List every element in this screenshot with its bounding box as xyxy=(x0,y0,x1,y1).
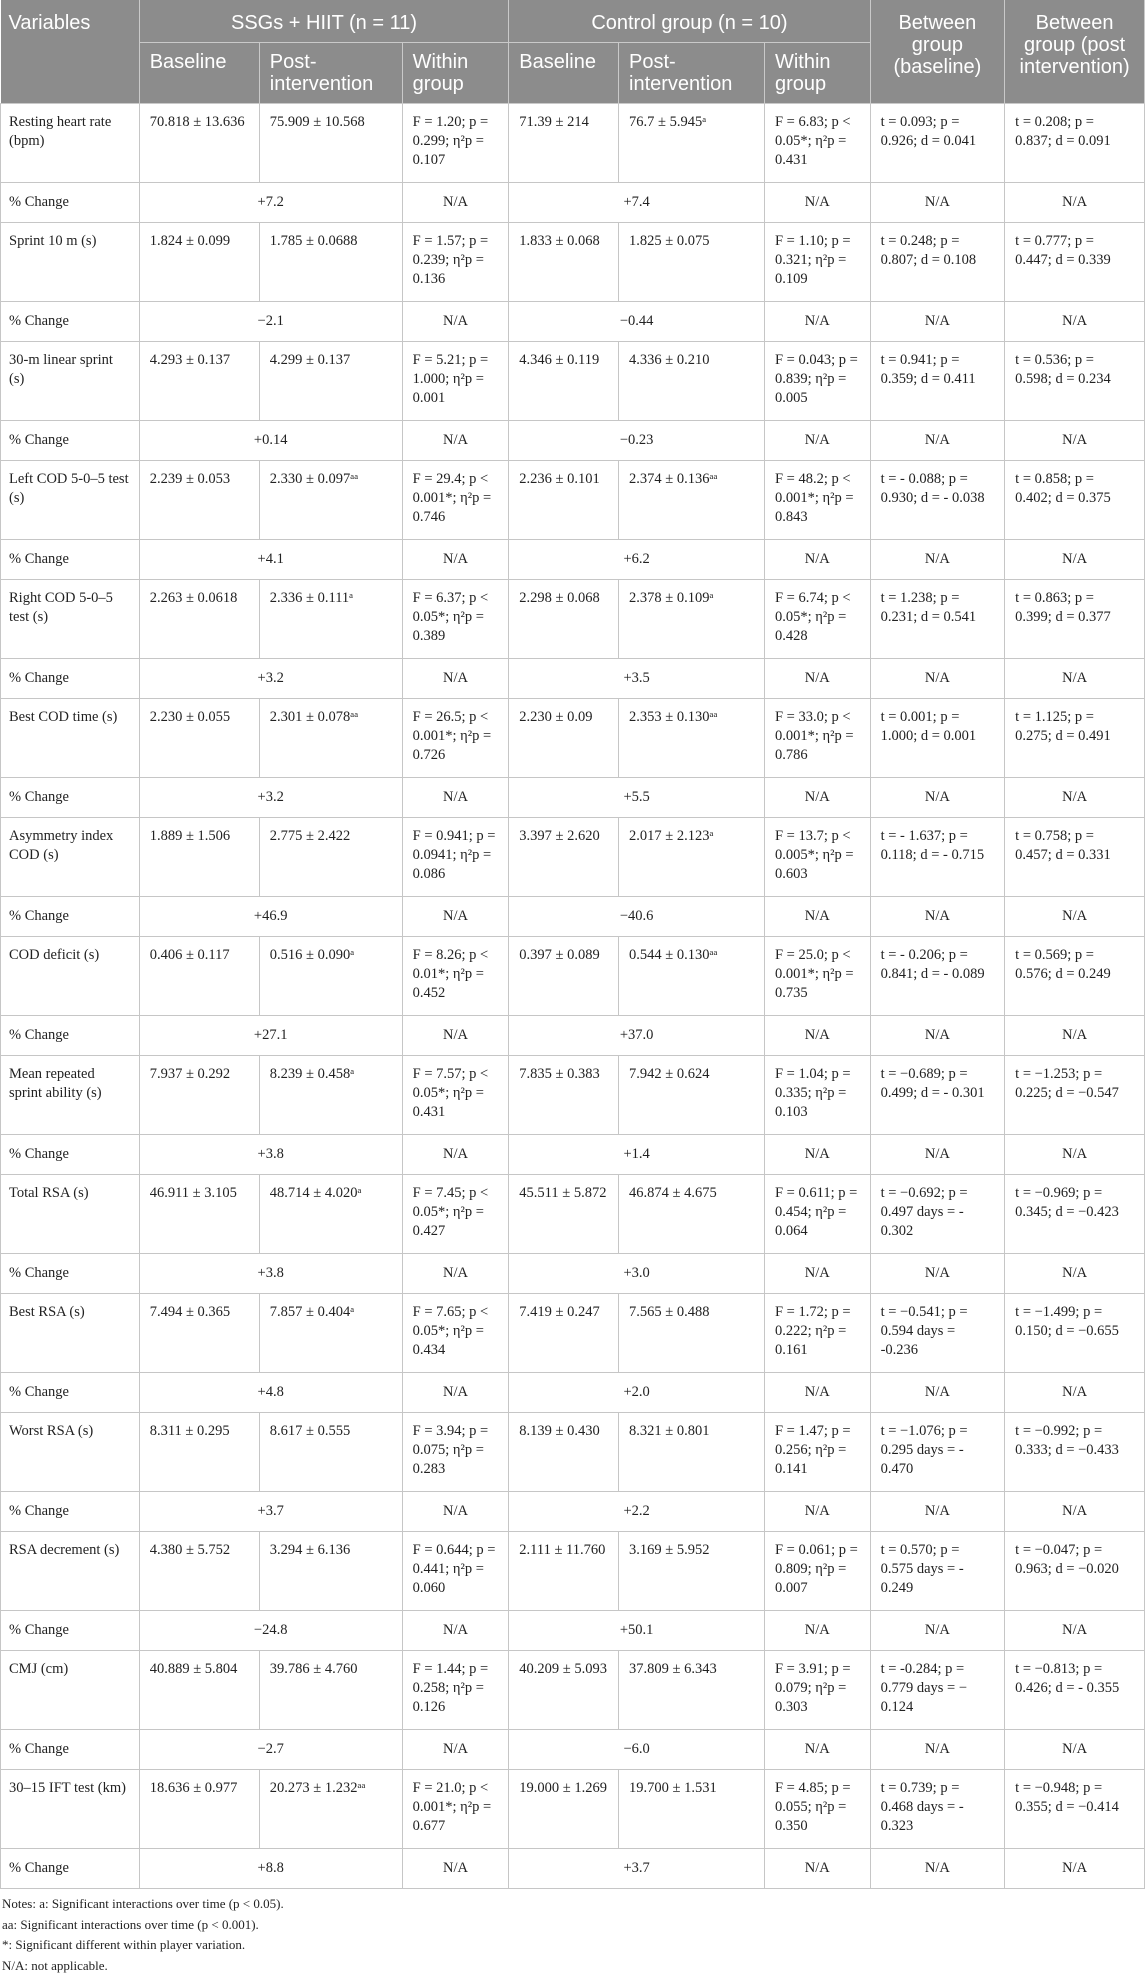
cell-change-between-baseline: N/A xyxy=(870,1254,1005,1294)
cell-g2-baseline: 40.209 ± 5.093 xyxy=(509,1651,619,1730)
cell-g2-change: +6.2 xyxy=(509,540,765,580)
cell-g2-post: 2.374 ± 0.136ᵃᵃ xyxy=(619,461,765,540)
cell-g2-post: 7.942 ± 0.624 xyxy=(619,1056,765,1135)
cell-change-label: % Change xyxy=(1,540,140,580)
cell-g1-baseline: 46.911 ± 3.105 xyxy=(139,1175,259,1254)
cell-g1-change-within: N/A xyxy=(402,659,509,699)
header-g2-post: Post-intervention xyxy=(619,43,765,104)
cell-change-label: % Change xyxy=(1,778,140,818)
cell-g2-change-within: N/A xyxy=(764,302,870,342)
cell-g1-change: +8.8 xyxy=(139,1849,402,1889)
cell-change-between-baseline: N/A xyxy=(870,1135,1005,1175)
cell-g1-within: F = 3.94; p = 0.075; η²p = 0.283 xyxy=(402,1413,509,1492)
table-row xyxy=(1,1651,1145,1730)
cell-g1-within: F = 1.44; p = 0.258; η²p = 0.126 xyxy=(402,1651,509,1730)
cell-g2-change: −0.23 xyxy=(509,421,765,461)
cell-g2-within: F = 6.83; p < 0.05*; η²p = 0.431 xyxy=(764,104,870,183)
header-g1-post: Post-intervention xyxy=(259,43,402,104)
cell-change-between-baseline: N/A xyxy=(870,1373,1005,1413)
cell-g2-within: F = 1.04; p = 0.335; η²p = 0.103 xyxy=(764,1056,870,1135)
cell-g1-change-within: N/A xyxy=(402,778,509,818)
note-aa: aa: Significant interactions over time (p < 0.001). xyxy=(2,1916,259,1932)
cell-between-post: t = 0.569; p = 0.576; d = 0.249 xyxy=(1005,937,1145,1016)
cell-g1-post: 75.909 ± 10.568 xyxy=(259,104,402,183)
cell-between-baseline: t = -0.284; p = 0.779 days = − 0.124 xyxy=(870,1651,1005,1730)
cell-g1-change-within: N/A xyxy=(402,1373,509,1413)
cell-variable: Total RSA (s) xyxy=(1,1175,140,1254)
cell-between-post: t = 1.125; p = 0.275; d = 0.491 xyxy=(1005,699,1145,778)
header-g2-within: Within group xyxy=(764,43,870,104)
cell-between-post: t = −1.499; p = 0.150; d = −0.655 xyxy=(1005,1294,1145,1373)
cell-g2-change-within: N/A xyxy=(764,1730,870,1770)
cell-g1-change: +3.2 xyxy=(139,659,402,699)
cell-g2-change-within: N/A xyxy=(764,1016,870,1056)
cell-g2-within: F = 0.061; p = 0.809; η²p = 0.007 xyxy=(764,1532,870,1611)
cell-g1-baseline: 2.239 ± 0.053 xyxy=(139,461,259,540)
cell-g2-post: 2.378 ± 0.109ᵃ xyxy=(619,580,765,659)
cell-change-between-post: N/A xyxy=(1005,421,1145,461)
cell-g1-change: +27.1 xyxy=(139,1016,402,1056)
cell-g1-post: 0.516 ± 0.090ᵃ xyxy=(259,937,402,1016)
cell-g1-baseline: 0.406 ± 0.117 xyxy=(139,937,259,1016)
cell-g1-within: F = 7.65; p < 0.05*; η²p = 0.434 xyxy=(402,1294,509,1373)
cell-g1-change-within: N/A xyxy=(402,1254,509,1294)
cell-variable: 30-m linear sprint (s) xyxy=(1,342,140,421)
table-notes xyxy=(0,1889,1145,1976)
table-row xyxy=(1,461,1145,540)
table-row xyxy=(1,580,1145,659)
cell-g1-post: 7.857 ± 0.404ᵃ xyxy=(259,1294,402,1373)
cell-g1-post: 8.617 ± 0.555 xyxy=(259,1413,402,1492)
cell-change-between-post: N/A xyxy=(1005,1016,1145,1056)
cell-g1-post: 2.301 ± 0.078ᵃᵃ xyxy=(259,699,402,778)
cell-g2-change: +50.1 xyxy=(509,1611,765,1651)
cell-g2-change-within: N/A xyxy=(764,1373,870,1413)
cell-g1-within: F = 0.644; p = 0.441; η²p = 0.060 xyxy=(402,1532,509,1611)
cell-g2-change-within: N/A xyxy=(764,1492,870,1532)
cell-g2-post: 7.565 ± 0.488 xyxy=(619,1294,765,1373)
cell-g1-post: 4.299 ± 0.137 xyxy=(259,342,402,421)
cell-change-between-baseline: N/A xyxy=(870,1492,1005,1532)
cell-g1-change-within: N/A xyxy=(402,1492,509,1532)
header-g1-within: Within group xyxy=(402,43,509,104)
cell-g1-post: 3.294 ± 6.136 xyxy=(259,1532,402,1611)
note-na: N/A: not applicable. xyxy=(2,1957,108,1973)
note-asterisk: *: Significant different within player variation. xyxy=(2,1937,246,1952)
cell-g2-baseline: 1.833 ± 0.068 xyxy=(509,223,619,302)
cell-g1-within: F = 6.37; p < 0.05*; η²p = 0.389 xyxy=(402,580,509,659)
cell-change-between-baseline: N/A xyxy=(870,897,1005,937)
cell-g2-baseline: 2.236 ± 0.101 xyxy=(509,461,619,540)
table-row xyxy=(1,699,1145,778)
table-row-change xyxy=(1,540,1145,580)
cell-between-post: t = 0.536; p = 0.598; d = 0.234 xyxy=(1005,342,1145,421)
table-row-change xyxy=(1,1373,1145,1413)
cell-g1-change: −2.1 xyxy=(139,302,402,342)
cell-variable: Mean repeated sprint ability (s) xyxy=(1,1056,140,1135)
cell-variable: Right COD 5-0–5 test (s) xyxy=(1,580,140,659)
cell-change-between-post: N/A xyxy=(1005,1373,1145,1413)
cell-g1-within: F = 7.57; p < 0.05*; η²p = 0.431 xyxy=(402,1056,509,1135)
cell-g2-change-within: N/A xyxy=(764,897,870,937)
cell-g2-baseline: 4.346 ± 0.119 xyxy=(509,342,619,421)
cell-change-label: % Change xyxy=(1,1492,140,1532)
cell-between-baseline: t = 0.739; p = 0.468 days = - 0.323 xyxy=(870,1770,1005,1849)
cell-between-post: t = −1.253; p = 0.225; d = −0.547 xyxy=(1005,1056,1145,1135)
cell-g2-baseline: 7.419 ± 0.247 xyxy=(509,1294,619,1373)
cell-g2-change: +2.0 xyxy=(509,1373,765,1413)
cell-change-label: % Change xyxy=(1,1373,140,1413)
cell-g1-change-within: N/A xyxy=(402,1135,509,1175)
cell-g2-change-within: N/A xyxy=(764,659,870,699)
table-row-change xyxy=(1,1611,1145,1651)
cell-g1-within: F = 26.5; p < 0.001*; η²p = 0.726 xyxy=(402,699,509,778)
cell-g2-post: 76.7 ± 5.945ᵃ xyxy=(619,104,765,183)
table-row xyxy=(1,1294,1145,1373)
cell-g2-change-within: N/A xyxy=(764,1135,870,1175)
cell-between-post: t = −0.047; p = 0.963; d = −0.020 xyxy=(1005,1532,1145,1611)
cell-g2-change-within: N/A xyxy=(764,1254,870,1294)
cell-variable: Asymmetry index COD (s) xyxy=(1,818,140,897)
cell-change-between-baseline: N/A xyxy=(870,302,1005,342)
cell-g2-within: F = 0.611; p = 0.454; η²p = 0.064 xyxy=(764,1175,870,1254)
cell-g1-within: F = 29.4; p < 0.001*; η²p = 0.746 xyxy=(402,461,509,540)
table-row xyxy=(1,818,1145,897)
cell-change-between-post: N/A xyxy=(1005,1730,1145,1770)
cell-change-between-post: N/A xyxy=(1005,1849,1145,1889)
cell-change-label: % Change xyxy=(1,1254,140,1294)
table-row xyxy=(1,1413,1145,1492)
cell-g2-within: F = 33.0; p < 0.001*; η²p = 0.786 xyxy=(764,699,870,778)
cell-g1-post: 8.239 ± 0.458ᵃ xyxy=(259,1056,402,1135)
table-body xyxy=(1,104,1145,1889)
table-row-change xyxy=(1,1254,1145,1294)
header-group-ssgs-hiit: SSGs + HIIT (n = 11) xyxy=(139,0,509,43)
cell-change-label: % Change xyxy=(1,1849,140,1889)
cell-g1-within: F = 7.45; p < 0.05*; η²p = 0.427 xyxy=(402,1175,509,1254)
table-row-change xyxy=(1,421,1145,461)
cell-g2-within: F = 1.47; p = 0.256; η²p = 0.141 xyxy=(764,1413,870,1492)
cell-g2-change-within: N/A xyxy=(764,1849,870,1889)
cell-g2-baseline: 2.230 ± 0.09 xyxy=(509,699,619,778)
cell-change-between-post: N/A xyxy=(1005,778,1145,818)
cell-change-label: % Change xyxy=(1,183,140,223)
cell-between-post: t = 0.858; p = 0.402; d = 0.375 xyxy=(1005,461,1145,540)
table-row xyxy=(1,1056,1145,1135)
cell-g1-within: F = 21.0; p < 0.001*; η²p = 0.677 xyxy=(402,1770,509,1849)
cell-variable: Sprint 10 m (s) xyxy=(1,223,140,302)
cell-change-between-post: N/A xyxy=(1005,897,1145,937)
cell-g2-post: 1.825 ± 0.075 xyxy=(619,223,765,302)
cell-g2-within: F = 48.2; p < 0.001*; η²p = 0.843 xyxy=(764,461,870,540)
table-row-change xyxy=(1,183,1145,223)
cell-between-post: t = 0.758; p = 0.457; d = 0.331 xyxy=(1005,818,1145,897)
cell-g2-baseline: 2.298 ± 0.068 xyxy=(509,580,619,659)
cell-change-label: % Change xyxy=(1,302,140,342)
cell-between-baseline: t = - 1.637; p = 0.118; d = - 0.715 xyxy=(870,818,1005,897)
cell-g2-change-within: N/A xyxy=(764,1611,870,1651)
cell-g2-baseline: 3.397 ± 2.620 xyxy=(509,818,619,897)
cell-variable: COD deficit (s) xyxy=(1,937,140,1016)
cell-g2-change: +1.4 xyxy=(509,1135,765,1175)
cell-g2-within: F = 6.74; p < 0.05*; η²p = 0.428 xyxy=(764,580,870,659)
cell-g2-baseline: 0.397 ± 0.089 xyxy=(509,937,619,1016)
cell-change-between-baseline: N/A xyxy=(870,1016,1005,1056)
cell-g2-change: +7.4 xyxy=(509,183,765,223)
cell-g1-post: 20.273 ± 1.232ᵃᵃ xyxy=(259,1770,402,1849)
cell-change-label: % Change xyxy=(1,897,140,937)
header-group-control: Control group (n = 10) xyxy=(509,0,870,43)
table-row xyxy=(1,223,1145,302)
cell-g1-baseline: 1.889 ± 1.506 xyxy=(139,818,259,897)
cell-g1-baseline: 4.293 ± 0.137 xyxy=(139,342,259,421)
header-g2-baseline: Baseline xyxy=(509,43,619,104)
table-row xyxy=(1,1532,1145,1611)
note-a: Notes: a: Significant interactions over time (p < 0.05). xyxy=(2,1896,284,1911)
cell-g1-change: −24.8 xyxy=(139,1611,402,1651)
cell-between-baseline: t = 0.248; p = 0.807; d = 0.108 xyxy=(870,223,1005,302)
cell-g1-post: 2.330 ± 0.097ᵃᵃ xyxy=(259,461,402,540)
cell-g1-change: +4.8 xyxy=(139,1373,402,1413)
table-row-change xyxy=(1,897,1145,937)
cell-between-baseline: t = - 0.206; p = 0.841; d = - 0.089 xyxy=(870,937,1005,1016)
cell-g1-baseline: 40.889 ± 5.804 xyxy=(139,1651,259,1730)
cell-g2-post: 8.321 ± 0.801 xyxy=(619,1413,765,1492)
cell-between-post: t = −0.969; p = 0.345; d = −0.423 xyxy=(1005,1175,1145,1254)
table-row-change xyxy=(1,1016,1145,1056)
cell-g1-change-within: N/A xyxy=(402,421,509,461)
cell-change-between-baseline: N/A xyxy=(870,183,1005,223)
cell-g1-baseline: 7.937 ± 0.292 xyxy=(139,1056,259,1135)
cell-g1-change-within: N/A xyxy=(402,1016,509,1056)
cell-g2-change-within: N/A xyxy=(764,183,870,223)
cell-change-between-baseline: N/A xyxy=(870,1730,1005,1770)
cell-g2-change: −40.6 xyxy=(509,897,765,937)
table-row xyxy=(1,937,1145,1016)
cell-between-post: t = −0.992; p = 0.333; d = −0.433 xyxy=(1005,1413,1145,1492)
header-row-groups xyxy=(1,0,1145,43)
cell-g1-baseline: 2.230 ± 0.055 xyxy=(139,699,259,778)
cell-g2-post: 4.336 ± 0.210 xyxy=(619,342,765,421)
cell-g1-baseline: 4.380 ± 5.752 xyxy=(139,1532,259,1611)
cell-g1-change-within: N/A xyxy=(402,183,509,223)
cell-g2-baseline: 45.511 ± 5.872 xyxy=(509,1175,619,1254)
cell-change-between-baseline: N/A xyxy=(870,540,1005,580)
table-row xyxy=(1,342,1145,421)
cell-g2-change-within: N/A xyxy=(764,421,870,461)
cell-g1-change-within: N/A xyxy=(402,897,509,937)
cell-g2-change: −6.0 xyxy=(509,1730,765,1770)
cell-g1-baseline: 8.311 ± 0.295 xyxy=(139,1413,259,1492)
cell-change-between-post: N/A xyxy=(1005,1254,1145,1294)
cell-between-post: t = 0.777; p = 0.447; d = 0.339 xyxy=(1005,223,1145,302)
cell-change-between-post: N/A xyxy=(1005,540,1145,580)
cell-g1-post: 1.785 ± 0.0688 xyxy=(259,223,402,302)
cell-change-between-baseline: N/A xyxy=(870,1849,1005,1889)
cell-change-between-baseline: N/A xyxy=(870,659,1005,699)
cell-g1-change: −2.7 xyxy=(139,1730,402,1770)
cell-change-between-baseline: N/A xyxy=(870,778,1005,818)
cell-g1-change: +3.2 xyxy=(139,778,402,818)
cell-between-baseline: t = −0.692; p = 0.497 days = - 0.302 xyxy=(870,1175,1005,1254)
cell-change-label: % Change xyxy=(1,1611,140,1651)
cell-g2-change-within: N/A xyxy=(764,540,870,580)
cell-g1-change-within: N/A xyxy=(402,302,509,342)
cell-g2-within: F = 13.7; p < 0.005*; η²p = 0.603 xyxy=(764,818,870,897)
cell-variable: Left COD 5-0–5 test (s) xyxy=(1,461,140,540)
table-row-change xyxy=(1,1135,1145,1175)
cell-g1-change: +3.8 xyxy=(139,1254,402,1294)
cell-g1-change-within: N/A xyxy=(402,540,509,580)
cell-g2-baseline: 7.835 ± 0.383 xyxy=(509,1056,619,1135)
cell-change-between-post: N/A xyxy=(1005,183,1145,223)
cell-g2-within: F = 3.91; p = 0.079; η²p = 0.303 xyxy=(764,1651,870,1730)
cell-change-between-post: N/A xyxy=(1005,1492,1145,1532)
cell-g2-within: F = 25.0; p < 0.001*; η²p = 0.735 xyxy=(764,937,870,1016)
cell-g1-change: +3.8 xyxy=(139,1135,402,1175)
cell-between-baseline: t = 0.001; p = 1.000; d = 0.001 xyxy=(870,699,1005,778)
cell-between-baseline: t = 0.941; p = 0.359; d = 0.411 xyxy=(870,342,1005,421)
cell-g1-baseline: 7.494 ± 0.365 xyxy=(139,1294,259,1373)
cell-g1-baseline: 18.636 ± 0.977 xyxy=(139,1770,259,1849)
cell-g2-change: +3.5 xyxy=(509,659,765,699)
table-row-change xyxy=(1,778,1145,818)
cell-g2-within: F = 1.72; p = 0.222; η²p = 0.161 xyxy=(764,1294,870,1373)
cell-g1-baseline: 2.263 ± 0.0618 xyxy=(139,580,259,659)
cell-g1-change-within: N/A xyxy=(402,1849,509,1889)
cell-g2-post: 2.017 ± 2.123ᵃ xyxy=(619,818,765,897)
cell-g1-post: 48.714 ± 4.020ᵃ xyxy=(259,1175,402,1254)
cell-g1-within: F = 5.21; p = 1.000; η²p = 0.001 xyxy=(402,342,509,421)
cell-between-baseline: t = 0.093; p = 0.926; d = 0.041 xyxy=(870,104,1005,183)
cell-g2-within: F = 4.85; p = 0.055; η²p = 0.350 xyxy=(764,1770,870,1849)
cell-g1-within: F = 1.20; p = 0.299; η²p = 0.107 xyxy=(402,104,509,183)
header-between-baseline: Between group (baseline) xyxy=(870,0,1005,104)
cell-g1-within: F = 8.26; p < 0.01*; η²p = 0.452 xyxy=(402,937,509,1016)
cell-g2-within: F = 1.10; p = 0.321; η²p = 0.109 xyxy=(764,223,870,302)
table-row xyxy=(1,1175,1145,1254)
cell-change-label: % Change xyxy=(1,1135,140,1175)
table-row xyxy=(1,1770,1145,1849)
cell-g2-change: −0.44 xyxy=(509,302,765,342)
cell-g2-change: +5.5 xyxy=(509,778,765,818)
cell-variable: Worst RSA (s) xyxy=(1,1413,140,1492)
cell-change-between-post: N/A xyxy=(1005,659,1145,699)
cell-g2-change: +3.7 xyxy=(509,1849,765,1889)
cell-g2-post: 19.700 ± 1.531 xyxy=(619,1770,765,1849)
cell-g1-change-within: N/A xyxy=(402,1730,509,1770)
cell-g2-baseline: 71.39 ± 214 xyxy=(509,104,619,183)
cell-change-label: % Change xyxy=(1,1016,140,1056)
cell-g1-post: 2.775 ± 2.422 xyxy=(259,818,402,897)
cell-g1-change: +3.7 xyxy=(139,1492,402,1532)
cell-change-between-post: N/A xyxy=(1005,1611,1145,1651)
header-g1-baseline: Baseline xyxy=(139,43,259,104)
table-row-change xyxy=(1,1730,1145,1770)
cell-g1-within: F = 1.57; p = 0.239; η²p = 0.136 xyxy=(402,223,509,302)
cell-change-label: % Change xyxy=(1,659,140,699)
cell-between-baseline: t = - 0.088; p = 0.930; d = - 0.038 xyxy=(870,461,1005,540)
cell-between-post: t = −0.948; p = 0.355; d = −0.414 xyxy=(1005,1770,1145,1849)
cell-change-between-baseline: N/A xyxy=(870,1611,1005,1651)
cell-g2-post: 2.353 ± 0.130ᵃᵃ xyxy=(619,699,765,778)
cell-g1-change: +7.2 xyxy=(139,183,402,223)
cell-g2-baseline: 8.139 ± 0.430 xyxy=(509,1413,619,1492)
cell-g1-change: +0.14 xyxy=(139,421,402,461)
cell-g2-change: +3.0 xyxy=(509,1254,765,1294)
cell-g2-change: +37.0 xyxy=(509,1016,765,1056)
cell-change-label: % Change xyxy=(1,1730,140,1770)
cell-g2-within: F = 0.043; p = 0.839; η²p = 0.005 xyxy=(764,342,870,421)
cell-variable: Resting heart rate (bpm) xyxy=(1,104,140,183)
cell-variable: Best COD time (s) xyxy=(1,699,140,778)
cell-variable: RSA decrement (s) xyxy=(1,1532,140,1611)
cell-g2-post: 37.809 ± 6.343 xyxy=(619,1651,765,1730)
table-row-change xyxy=(1,1492,1145,1532)
cell-g2-post: 3.169 ± 5.952 xyxy=(619,1532,765,1611)
cell-between-baseline: t = 1.238; p = 0.231; d = 0.541 xyxy=(870,580,1005,659)
cell-change-between-post: N/A xyxy=(1005,302,1145,342)
cell-between-baseline: t = −0.689; p = 0.499; d = - 0.301 xyxy=(870,1056,1005,1135)
header-between-post: Between group (post intervention) xyxy=(1005,0,1145,104)
cell-g2-post: 46.874 ± 4.675 xyxy=(619,1175,765,1254)
cell-change-between-post: N/A xyxy=(1005,1135,1145,1175)
cell-between-baseline: t = −1.076; p = 0.295 days = - 0.470 xyxy=(870,1413,1005,1492)
cell-g2-change-within: N/A xyxy=(764,778,870,818)
cell-g2-post: 0.544 ± 0.130ᵃᵃ xyxy=(619,937,765,1016)
header-variables: Variables xyxy=(1,0,140,104)
cell-variable: CMJ (cm) xyxy=(1,1651,140,1730)
table-row-change xyxy=(1,659,1145,699)
cell-change-label: % Change xyxy=(1,421,140,461)
cell-g2-baseline: 2.111 ± 11.760 xyxy=(509,1532,619,1611)
cell-between-post: t = −0.813; p = 0.426; d = - 0.355 xyxy=(1005,1651,1145,1730)
cell-change-between-baseline: N/A xyxy=(870,421,1005,461)
cell-g1-baseline: 70.818 ± 13.636 xyxy=(139,104,259,183)
cell-g1-within: F = 0.941; p = 0.0941; η²p = 0.086 xyxy=(402,818,509,897)
cell-between-post: t = 0.863; p = 0.399; d = 0.377 xyxy=(1005,580,1145,659)
table-row-change xyxy=(1,1849,1145,1889)
table-row-change xyxy=(1,302,1145,342)
cell-g1-post: 2.336 ± 0.111ᵃ xyxy=(259,580,402,659)
cell-g1-baseline: 1.824 ± 0.099 xyxy=(139,223,259,302)
cell-g2-change: +2.2 xyxy=(509,1492,765,1532)
cell-g1-change-within: N/A xyxy=(402,1611,509,1651)
cell-between-post: t = 0.208; p = 0.837; d = 0.091 xyxy=(1005,104,1145,183)
cell-between-baseline: t = −0.541; p = 0.594 days = -0.236 xyxy=(870,1294,1005,1373)
cell-between-baseline: t = 0.570; p = 0.575 days = - 0.249 xyxy=(870,1532,1005,1611)
cell-g1-post: 39.786 ± 4.760 xyxy=(259,1651,402,1730)
cell-g2-baseline: 19.000 ± 1.269 xyxy=(509,1770,619,1849)
cell-g1-change: +46.9 xyxy=(139,897,402,937)
table-row xyxy=(1,104,1145,183)
cell-variable: 30–15 IFT test (km) xyxy=(1,1770,140,1849)
cell-g1-change: +4.1 xyxy=(139,540,402,580)
cell-variable: Best RSA (s) xyxy=(1,1294,140,1373)
